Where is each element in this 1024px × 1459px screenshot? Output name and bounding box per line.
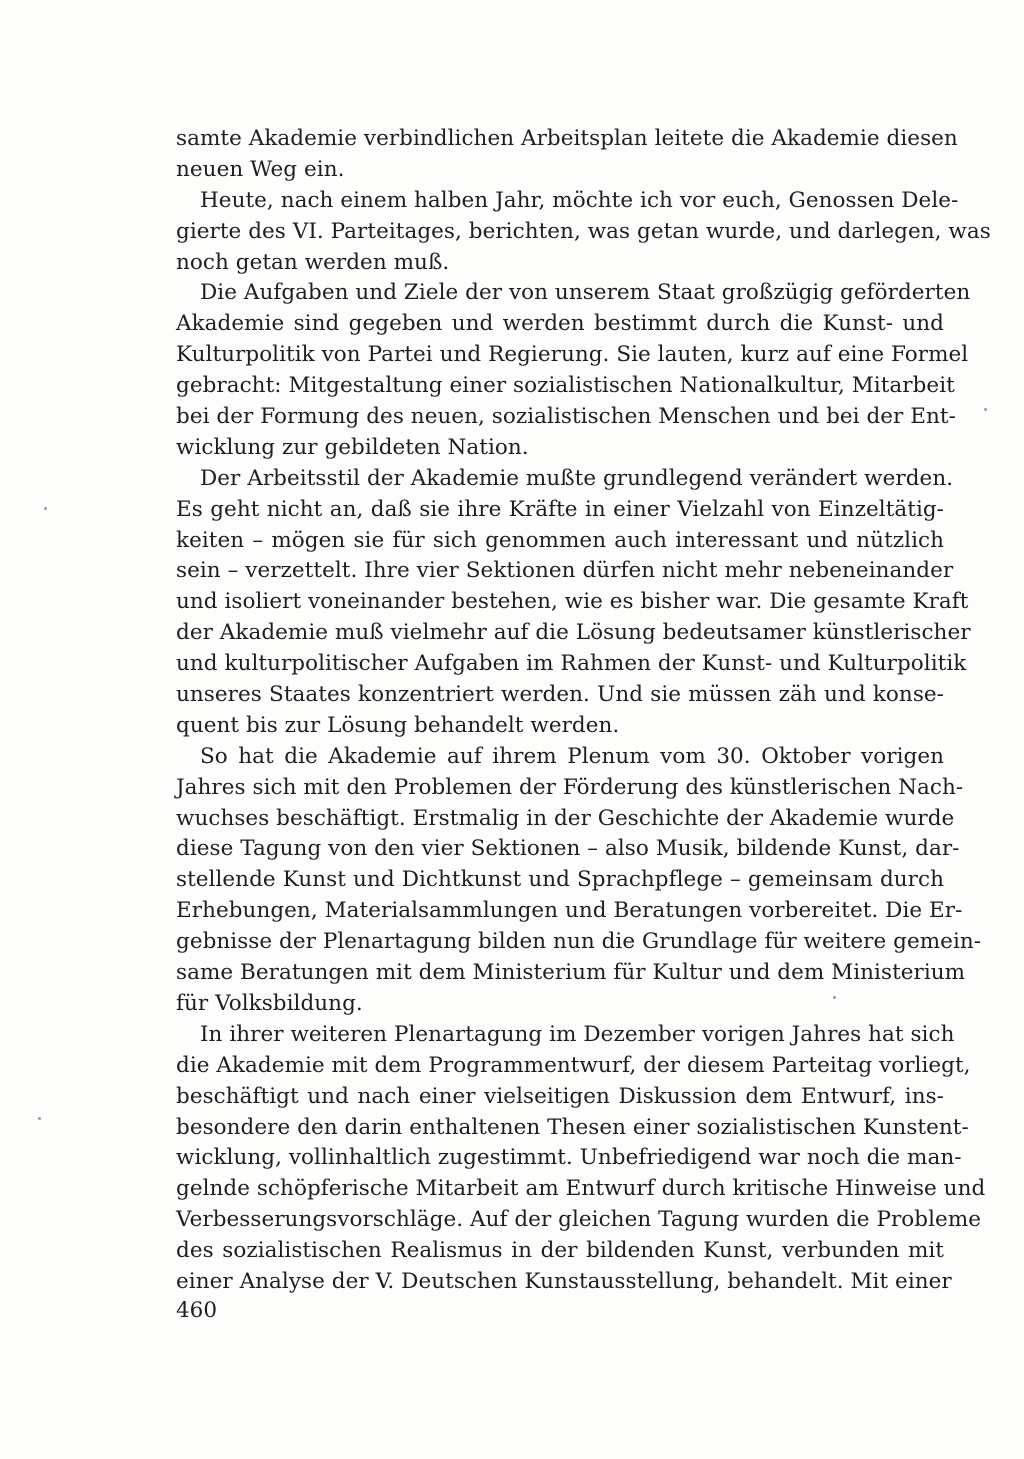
text-line: Der Arbeitsstil der Akademie mußte grundlegend verändert werden. (200, 465, 954, 491)
text-line: des sozialistischen Realismus in der bildenden Kunst, verbunden mit (176, 1238, 944, 1264)
text-line: unseres Staates konzentriert werden. Und sie müssen zäh und konse- (176, 682, 944, 708)
scan-speck (984, 408, 987, 411)
text-line: beschäftigt und nach einer vielseitigen Diskussion dem Entwurf, ins- (176, 1083, 944, 1109)
text-line: stellende Kunst und Dichtkunst und Sprachpflege – gemeinsam durch (176, 867, 944, 893)
text-line: wuchses beschäftigt. Erstmalig in der Geschichte der Akademie wurde (176, 805, 955, 831)
text-line: keiten – mögen sie für sich genommen auch interessant und nützlich (176, 527, 944, 553)
text-line: wicklung, vollinhaltlich zugestimmt. Unbefriedigend war noch die man- (176, 1145, 962, 1171)
text-line: Erhebungen, Materialsammlungen und Beratungen vorbereitet. Die Er- (176, 898, 963, 924)
text-line: gelnde schöpferische Mitarbeit am Entwurf durch kritische Hinweise und (176, 1176, 986, 1202)
text-line: Die Aufgaben und Ziele der von unserem Staat großzügig geförderten (200, 280, 971, 306)
text-line: Akademie sind gegeben und werden bestimmt durch die Kunst- und (176, 311, 944, 337)
text-line: besondere den darin enthaltenen Thesen einer sozialistischen Kunstent- (176, 1114, 969, 1140)
text-line: Jahres sich mit den Problemen der Förderung des künstlerischen Nach- (176, 774, 964, 800)
text-line: bei der Formung des neuen, sozialistischen Menschen und bei der Ent- (176, 404, 956, 430)
scan-speck (38, 1117, 41, 1120)
text-line: gierte des VI. Parteitages, berichten, was getan wurde, und darlegen, was (176, 218, 991, 244)
text-line: diese Tagung von den vier Sektionen – also Musik, bildende Kunst, dar- (176, 836, 960, 862)
text-line: der Akademie muß vielmehr auf die Lösung bedeutsamer künstlerischer (176, 620, 971, 646)
text-line: die Akademie mit dem Programmentwurf, der diesem Parteitag vorliegt, (176, 1052, 971, 1078)
text-line: Verbesserungsvorschläge. Auf der gleichen Tagung wurden die Probleme (176, 1207, 982, 1233)
text-line: gebracht: Mitgestaltung einer sozialistischen Nationalkultur, Mitarbeit (176, 373, 955, 399)
text-line: für Volksbildung. (176, 990, 363, 1016)
text-line: noch getan werden muß. (176, 249, 450, 275)
text-line: sein – verzettelt. Ihre vier Sektionen dürfen nicht mehr nebeneinander (176, 558, 954, 584)
text-line: neuen Weg ein. (176, 156, 345, 182)
text-line: samte Akademie verbindlichen Arbeitsplan leitete die Akademie diesen (176, 126, 958, 151)
text-line: wicklung zur gebildeten Nation. (176, 434, 529, 460)
text-line: Es geht nicht an, daß sie ihre Kräfte in einer Vielzahl von Einzeltätig- (176, 496, 944, 522)
text-line: und kulturpolitischer Aufgaben im Rahmen der Kunst- und Kulturpolitik (176, 651, 967, 677)
body-text (176, 124, 991, 1298)
page-number: 460 (176, 1298, 218, 1323)
scan-speck (833, 996, 836, 999)
text-line: Kulturpolitik von Partei und Regierung. Sie lauten, kurz auf eine Formel (176, 342, 969, 368)
text-line: und isoliert voneinander bestehen, wie es bisher war. Die gesamte Kraft (176, 589, 969, 615)
scan-speck (44, 507, 47, 510)
text-line: gebnisse der Plenartagung bilden nun die Grundlage für weitere gemein- (176, 929, 982, 955)
text-line: In ihrer weiteren Plenartagung im Dezember vorigen Jahres hat sich (200, 1021, 955, 1047)
text-line: Heute, nach einem halben Jahr, möchte ich vor euch, Genossen Dele- (200, 187, 959, 213)
text-line: So hat die Akademie auf ihrem Plenum vom 30. Oktober vorigen (200, 743, 944, 769)
text-line: same Beratungen mit dem Ministerium für Kultur und dem Ministerium (176, 960, 966, 986)
text-line: einer Analyse der V. Deutschen Kunstausstellung, behandelt. Mit einer (176, 1268, 952, 1294)
text-line: quent bis zur Lösung behandelt werden. (176, 712, 620, 738)
